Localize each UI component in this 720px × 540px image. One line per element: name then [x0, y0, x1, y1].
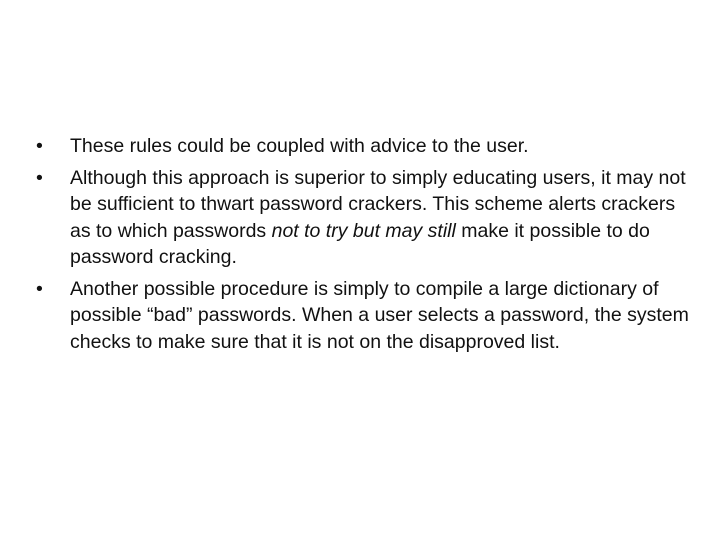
bullet-marker: •: [36, 277, 43, 300]
bullet-item-advice: [36, 133, 696, 160]
bullet-item-approach: [36, 165, 696, 271]
bullet-text: Another possible procedure is simply to compile a large dictionary of possible “bad” passwords. When a user selects a password, the system checks to make sure that it is not on the disapproved list.: [70, 277, 689, 353]
bullet-item-dictionary: [36, 276, 696, 356]
bullet-marker: •: [36, 135, 43, 157]
bullet-marker: •: [36, 166, 43, 189]
bullet-list: [36, 133, 696, 360]
bullet-text: These rules could be coupled with advice to the user.: [70, 135, 529, 157]
bullet-text-before: Although this approach is superior to simply educating users, it may not be sufficient to thwart password crackers. This scheme alerts crackers as to which passwords: [70, 166, 686, 242]
bullet-text-italic: not to try but may still: [271, 219, 456, 242]
bullet-text-after: make it possible to do password cracking.: [70, 219, 650, 268]
